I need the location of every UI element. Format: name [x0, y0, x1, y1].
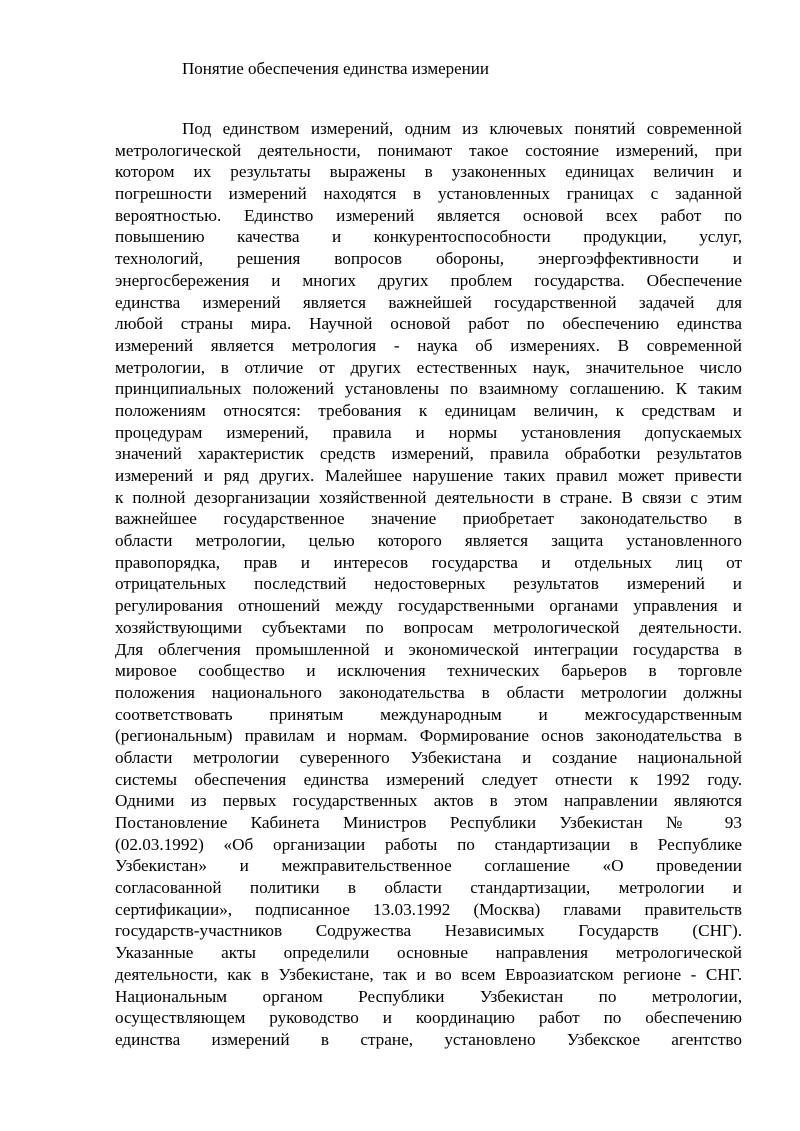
paragraph-line: осуществляющем руководство и координацию работ по обеспечению — [115, 1008, 742, 1028]
paragraph-line: энергосбережения и многих других проблем государства. Обеспечение — [115, 270, 742, 290]
paragraph-line: мировое сообщество и исключения технических барьеров в торговле — [115, 661, 742, 681]
paragraph-line: (02.03.1992) «Об организации работы по стандартизации в Республике — [115, 834, 742, 854]
document-body — [115, 118, 742, 1051]
paragraph-line: процедурам измерений, правила и нормы установления допускаемых — [115, 422, 742, 442]
paragraph-line: погрешности измерений находятся в установленных границах с заданной — [115, 184, 742, 204]
paragraph-line: Для облегчения промышленной и экономической интеграции государства в — [115, 639, 742, 659]
paragraph-line: важнейшее государственное значение приобретает законодательство в — [115, 509, 742, 529]
paragraph-line: любой страны мира. Научной основой работ по обеспечению единства — [115, 314, 742, 334]
paragraph-line: системы обеспечения единства измерений следует отнести к 1992 году. — [115, 769, 742, 789]
paragraph-line: вероятностью. Единство измерений является основой всех работ по — [115, 205, 742, 225]
paragraph-line: значений характеристик средств измерений, правила обработки результатов — [115, 444, 742, 464]
paragraph-line: Национальным органом Республики Узбекистан по метрологии, — [115, 986, 742, 1006]
paragraph-line: Указанные акты определили основные направления метрологической — [115, 943, 742, 963]
paragraph-line: положениям относятся: требования к единицам величин, к средствам и — [115, 400, 742, 420]
paragraph-line: к полной дезорганизации хозяйственной деятельности в стране. В связи с этим — [115, 487, 742, 507]
paragraph-line: регулирования отношений между государственными органами управления и — [115, 596, 742, 616]
paragraph-line: правопорядка, прав и интересов государства и отдельных лиц от — [115, 552, 742, 572]
paragraph-line: положения национального законодательства в области метрологии должны — [115, 682, 742, 702]
paragraph-line: сертификации», подписанное 13.03.1992 (Москва) главами правительств — [115, 899, 742, 919]
paragraph-line: единства измерений является важнейшей государственной задачей для — [115, 292, 742, 312]
paragraph-line: согласованной политики в области стандартизации, метрологии и — [115, 878, 742, 898]
document-title: Понятие обеспечения единства измерении — [182, 59, 489, 78]
paragraph-line: Одними из первых государственных актов в этом направлении являются — [115, 791, 742, 811]
paragraph-line: хозяйствующими субъектами по вопросам метрологической деятельности. — [115, 617, 742, 637]
paragraph-line: отрицательных последствий недостоверных результатов измерений и — [115, 574, 742, 594]
paragraph-line: (региональным) правилам и нормам. Формирование основ законодательства в — [115, 726, 742, 746]
paragraph-line: технологий, решения вопросов обороны, энергоэффективности и — [115, 249, 742, 269]
paragraph-line: соответствовать принятым международным и межгосударственным — [115, 704, 742, 724]
paragraph-line: области метрологии суверенного Узбекистана и создание национальной — [115, 747, 742, 767]
paragraph-line: измерений и ряд других. Малейшее нарушение таких правил может привести — [115, 466, 742, 485]
paragraph-line: Узбекистан» и межправительственное соглашение «О проведении — [115, 856, 742, 876]
paragraph-line: области метрологии, целью которого является защита установленного — [115, 531, 742, 551]
paragraph-line: метрологии, в отличие от других естественных наук, значительное число — [115, 357, 742, 377]
paragraph-line: государств-участников Содружества Независимых Государств (СНГ). — [115, 921, 742, 941]
paragraph-line: деятельности, как в Узбекистане, так и во всем Евроазиатском регионе - СНГ. — [115, 964, 742, 984]
paragraph-line: единства измерений в стране, установлено Узбекское агентство — [115, 1029, 742, 1049]
paragraph-line: принципиальных положений установлены по взаимному соглашению. К таким — [115, 379, 742, 399]
paragraph-line: измерений является метрология - наука об измерениях. В современной — [115, 335, 742, 355]
paragraph-line: Постановление Кабинета Министров Республики Узбекистан № 93 — [115, 813, 742, 832]
paragraph-line: метрологической деятельности, понимают такое состояние измерений, при — [115, 140, 742, 160]
paragraph-line: повышению качества и конкурентоспособности продукции, услуг, — [115, 227, 742, 247]
paragraph-line: котором их результаты выражены в узаконенных единицах величин и — [115, 162, 742, 182]
paragraph-line: Под единством измерений, одним из ключевых понятий современной — [182, 119, 742, 138]
